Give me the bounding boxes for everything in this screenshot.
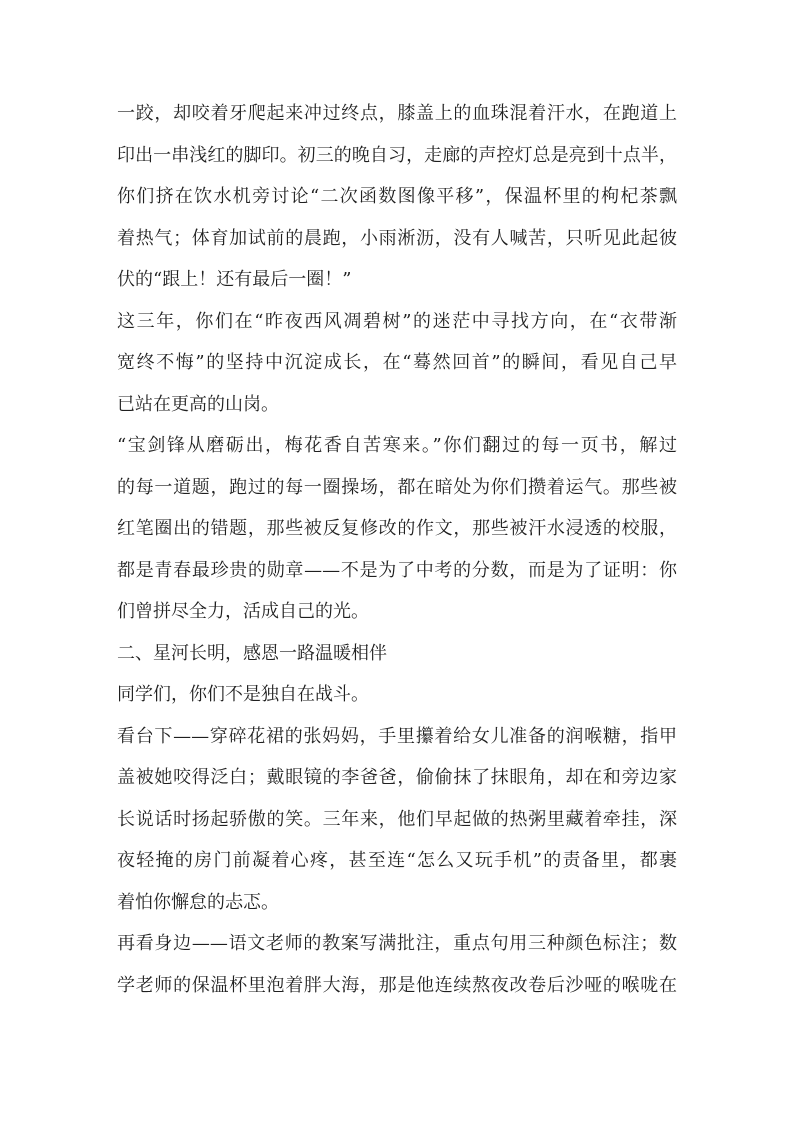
text-line: 二、星河长明，感恩一路温暖相伴 [117, 642, 387, 664]
text-line: 学老师的保温杯里泡着胖大海，那是他连续熬夜改卷后沙哑的喉咙在 [117, 974, 677, 996]
text-line: 着怕你懈怠的忐忑。 [117, 891, 279, 913]
text-line: 这三年，你们在“昨夜西风凋碧树”的迷茫中寻找方向，在“衣带渐 [117, 310, 677, 332]
paragraph-continuation [117, 93, 677, 301]
text-line: 再看身边——语文老师的教案写满批注，重点句用三种颜色标注；数 [117, 933, 677, 954]
text-line: 盖被她咬得泛白；戴眼镜的李爸爸，偷偷抹了抹眼角，却在和旁边家 [117, 767, 677, 788]
paragraph-not-alone [117, 674, 677, 716]
section-heading-two [117, 633, 677, 675]
text-line: 看台下——穿碎花裙的张妈妈，手里攥着给女儿准备的润喉糖，指甲 [117, 725, 677, 747]
text-line: 夜轻掩的房门前凝着心疼，甚至连“怎么又玩手机”的责备里，都裹 [117, 850, 677, 871]
document-body [117, 93, 677, 1006]
text-line: 都是青春最珍贵的勋章——不是为了中考的分数，而是为了证明：你 [117, 559, 677, 581]
text-line: 一跤，却咬着牙爬起来冲过终点，膝盖上的血珠混着汗水，在跑道上 [117, 103, 677, 124]
text-line: 长说话时扬起骄傲的笑。三年来，他们早起做的热粥里藏着牵挂，深 [117, 808, 677, 830]
text-line: 印出一串浅红的脚印。初三的晚自习，走廊的声控灯总是亮到十点半， [117, 144, 677, 166]
text-line: 同学们，你们不是独自在战斗。 [117, 684, 369, 705]
text-line: 们曾拼尽全力，活成自己的光。 [117, 601, 369, 622]
paragraph-teachers [117, 923, 677, 1006]
text-line: 着热气；体育加试前的晨跑，小雨淅沥，没有人喊苦，只听见此起彼 [117, 227, 677, 249]
text-line: 的每一道题，跑过的每一圈操场，都在暗处为你们攒着运气。那些被 [117, 476, 677, 498]
paragraph-sword-quote [117, 425, 677, 633]
text-line: 已站在更高的山岗。 [117, 393, 279, 415]
text-line: “宝剑锋从磨砺出，梅花香自苦寒来。”你们翻过的每一页书，解过 [117, 435, 677, 456]
paragraph-three-years [117, 301, 677, 426]
text-line: 宽终不悔”的坚持中沉淀成长，在“蓦然回首”的瞬间，看见自己早 [117, 352, 677, 373]
text-line: 你们挤在饮水机旁讨论“二次函数图像平移”，保温杯里的枸杞茶飘 [117, 186, 677, 207]
text-line: 伏的“跟上！还有最后一圈！” [117, 269, 352, 290]
paragraph-parents [117, 716, 677, 924]
text-line: 红笔圈出的错题，那些被反复修改的作文，那些被汗水浸透的校服， [117, 518, 677, 539]
